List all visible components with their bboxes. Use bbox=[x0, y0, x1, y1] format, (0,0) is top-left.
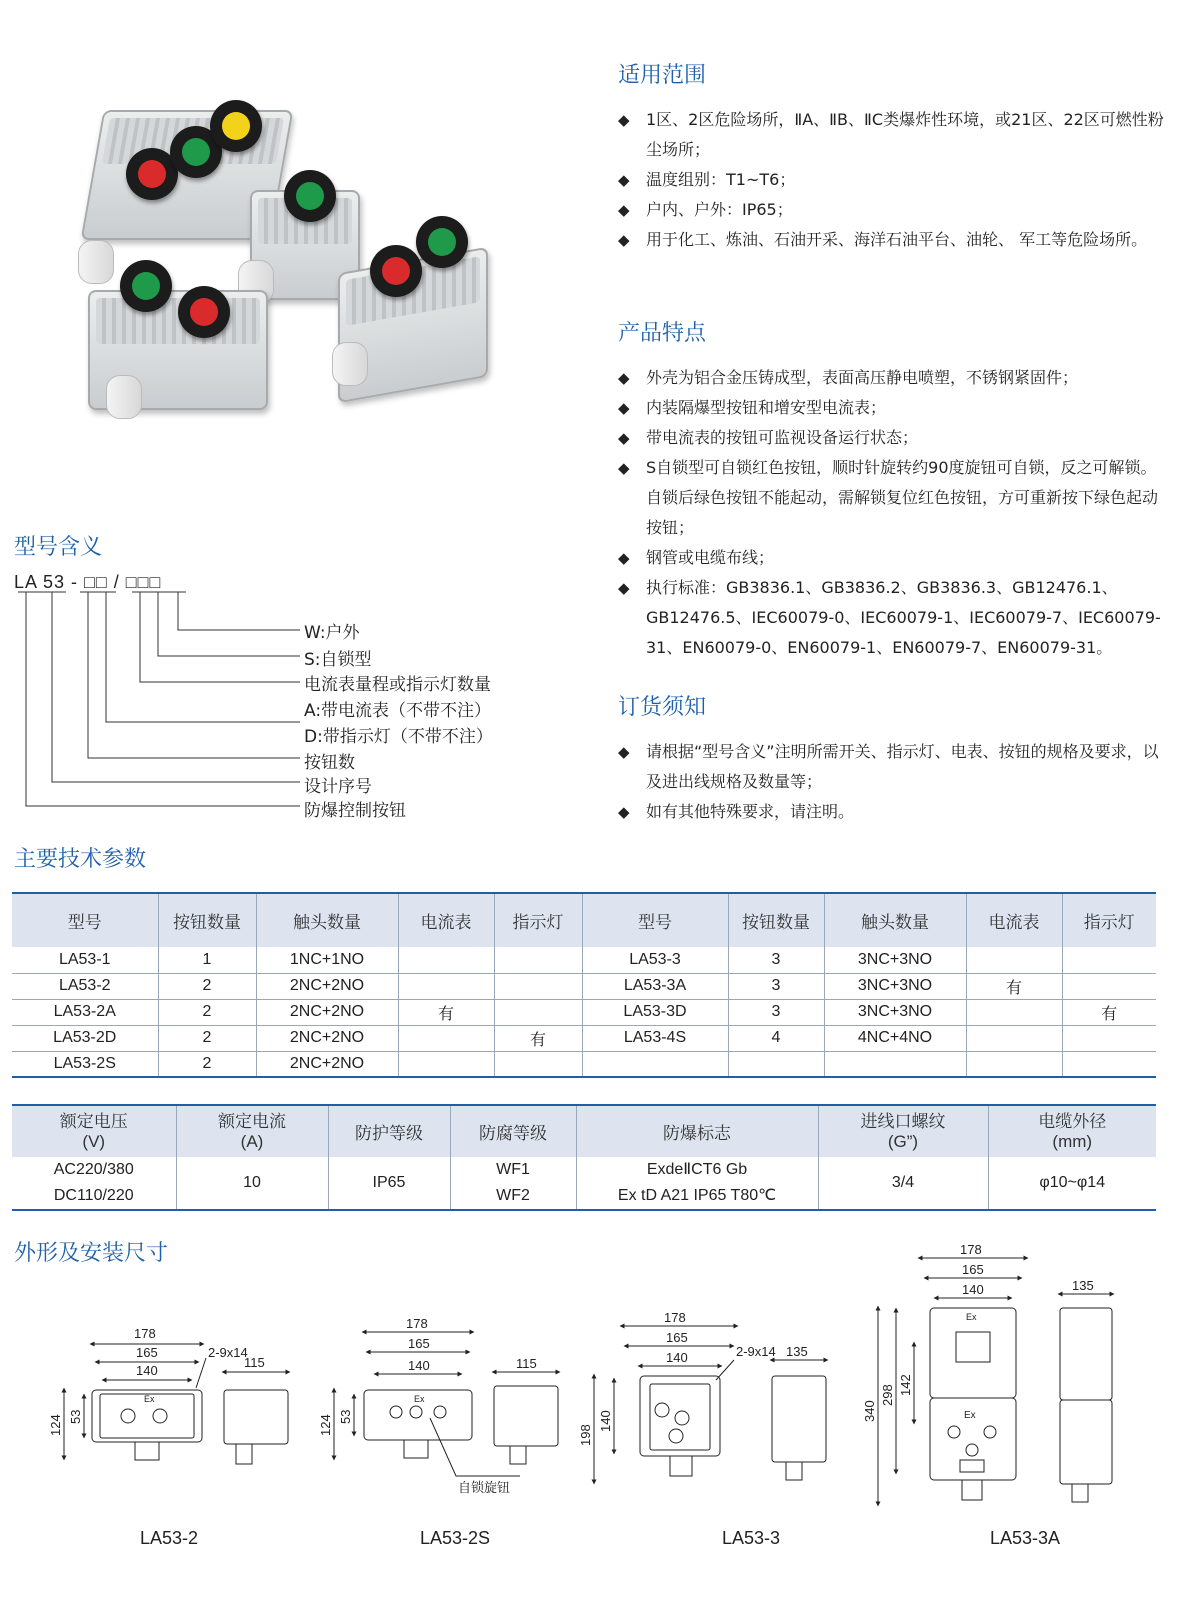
cell: 3NC+3NO bbox=[824, 947, 966, 973]
cell: 2NC+2NO bbox=[256, 973, 398, 999]
cell bbox=[1062, 1051, 1156, 1077]
col-header: 触头数量 bbox=[824, 893, 966, 947]
cell: 3 bbox=[728, 973, 824, 999]
cell: 3NC+3NO bbox=[824, 999, 966, 1025]
col-header bbox=[818, 1105, 988, 1157]
cell bbox=[988, 1157, 1156, 1210]
header-line: 防爆标志 bbox=[663, 1124, 731, 1144]
params-table-2 bbox=[12, 1104, 1156, 1211]
green-button bbox=[120, 260, 172, 312]
scope-title: 适用范围 bbox=[618, 63, 707, 88]
cell bbox=[398, 1051, 494, 1077]
col-header: 指示灯 bbox=[1062, 893, 1156, 947]
model-meaning-title: 型号含义 bbox=[14, 535, 103, 560]
cell: 3NC+3NO bbox=[824, 973, 966, 999]
header-line: 额定电压 bbox=[59, 1111, 128, 1132]
dimension-drawings bbox=[0, 1240, 1200, 1540]
cell: 有 bbox=[494, 1025, 582, 1051]
scope-item: ◆ 用于化工、炼油、石油开采、海洋石油平台、油轮、 军工等危险场所。 bbox=[618, 225, 1166, 255]
tech-params-title: 主要技术参数 bbox=[14, 847, 147, 872]
cell: LA53-4S bbox=[582, 1025, 728, 1051]
dim-label: 2-9x14 bbox=[736, 1344, 776, 1359]
col-header bbox=[328, 1105, 450, 1157]
col-header: 触头数量 bbox=[256, 893, 398, 947]
cell bbox=[576, 1157, 818, 1210]
table-row bbox=[12, 999, 1156, 1025]
dim-label: 140 bbox=[666, 1350, 688, 1365]
cell bbox=[1062, 973, 1156, 999]
table-row bbox=[12, 1025, 1156, 1051]
cell: 有 bbox=[966, 973, 1062, 999]
dim-label: 165 bbox=[666, 1330, 688, 1345]
feature-item: ◆ 执行标准：GB3836.1、GB3836.2、GB3836.3、GB12476.1、GB12476.5、IEC60079-0、IEC60079-1、IEC60079-7、IEC60079-31、EN60079-0、EN60079-1、EN60079-7、EN60079-31。 bbox=[618, 573, 1166, 663]
cell bbox=[818, 1157, 988, 1210]
cell: LA53-2S bbox=[12, 1051, 158, 1077]
red-button bbox=[370, 245, 422, 297]
cell bbox=[1062, 1025, 1156, 1051]
drawings-title: 外形及安装尺寸 bbox=[14, 1241, 169, 1266]
table-row bbox=[12, 947, 1156, 973]
cell: 2NC+2NO bbox=[256, 999, 398, 1025]
cell bbox=[728, 1051, 824, 1077]
model-code: LA 53 - □□ / □□□ bbox=[14, 572, 162, 592]
dim-label: 135 bbox=[1072, 1278, 1094, 1293]
cell-line: WF2 bbox=[496, 1187, 530, 1204]
legend-label: D:带指示灯（不带不注） bbox=[304, 727, 493, 747]
dim-label: 140 bbox=[408, 1358, 430, 1373]
cell bbox=[582, 1051, 728, 1077]
cell: 2 bbox=[158, 973, 256, 999]
dim-label: 124 bbox=[318, 1414, 333, 1436]
ordering-item: ◆ 如有其他特殊要求，请注明。 bbox=[618, 797, 1166, 827]
cell: 3 bbox=[728, 947, 824, 973]
feature-item: ◆ 外壳为铝合金压铸成型，表面高压静电喷塑，不锈钢紧固件； bbox=[618, 363, 1166, 393]
ordering-section bbox=[618, 690, 1166, 827]
cell-line: AC220/380 bbox=[53, 1161, 134, 1178]
dim-label: 165 bbox=[408, 1336, 430, 1351]
col-header: 电流表 bbox=[398, 893, 494, 947]
feature-item: ◆ 内装隔爆型按钮和增安型电流表； bbox=[618, 393, 1166, 423]
green-button bbox=[416, 216, 468, 268]
dim-label: 142 bbox=[898, 1374, 913, 1396]
cell: 3 bbox=[728, 999, 824, 1025]
header-unit: (mm) bbox=[1052, 1131, 1093, 1151]
dim-label: 2-9x14 bbox=[208, 1345, 248, 1360]
cell: 有 bbox=[1062, 999, 1156, 1025]
table-row bbox=[12, 1051, 1156, 1077]
table-row bbox=[12, 1157, 1156, 1210]
cell bbox=[450, 1157, 576, 1210]
feature-item: ◆ S自锁型可自锁红色按钮，顺时针旋转约90度旋钮可自锁，反之可解锁。自锁后绿色按钮不能起动，需解锁复位红色按钮，方可重新按下绿色起动按钮； bbox=[618, 453, 1166, 543]
cell-line: φ10~φ14 bbox=[1039, 1174, 1106, 1191]
dim-label: 165 bbox=[962, 1262, 984, 1277]
cell-line: DC110/220 bbox=[53, 1187, 134, 1204]
header-line: 额定电流 bbox=[218, 1111, 286, 1132]
cell bbox=[494, 947, 582, 973]
col-header bbox=[12, 1105, 176, 1157]
features-title: 产品特点 bbox=[618, 321, 707, 346]
cell: 2 bbox=[158, 1025, 256, 1051]
cell: 2 bbox=[158, 1051, 256, 1077]
ex-mark: Ex bbox=[964, 1410, 976, 1421]
cell-line: WF1 bbox=[496, 1161, 530, 1178]
cell: 2 bbox=[158, 999, 256, 1025]
green-button bbox=[284, 170, 336, 222]
cell: 1NC+1NO bbox=[256, 947, 398, 973]
dim-label: 198 bbox=[578, 1424, 593, 1446]
cell bbox=[398, 1025, 494, 1051]
drawing-name: LA53-2S bbox=[420, 1528, 491, 1548]
dim-label: 298 bbox=[880, 1384, 895, 1406]
col-header: 指示灯 bbox=[494, 893, 582, 947]
header-line: 进线口螺纹 bbox=[860, 1111, 946, 1132]
cell bbox=[12, 1157, 176, 1210]
dim-label: 165 bbox=[136, 1345, 158, 1360]
cell-line: 10 bbox=[243, 1174, 261, 1191]
drawing-name: LA53-3 bbox=[722, 1528, 781, 1548]
cell-line: ExdeⅡCT6 Gb bbox=[646, 1161, 748, 1178]
ordering-title: 订货须知 bbox=[618, 695, 707, 720]
cell bbox=[398, 947, 494, 973]
scope-item: ◆ 温度组别：T1~T6； bbox=[618, 165, 1166, 195]
col-header bbox=[176, 1105, 328, 1157]
cell bbox=[328, 1157, 450, 1210]
scope-item: ◆ 户内、户外：IP65； bbox=[618, 195, 1166, 225]
cell: 4 bbox=[728, 1025, 824, 1051]
legend-label: 电流表量程或指示灯数量 bbox=[304, 675, 491, 695]
dim-label: 53 bbox=[68, 1409, 83, 1424]
cell bbox=[966, 1051, 1062, 1077]
scope-section bbox=[618, 58, 1166, 255]
dim-label: 178 bbox=[664, 1310, 686, 1325]
col-header bbox=[988, 1105, 1156, 1157]
cell bbox=[494, 1051, 582, 1077]
col-header: 型号 bbox=[582, 893, 728, 947]
table-row bbox=[12, 973, 1156, 999]
col-header: 型号 bbox=[12, 893, 158, 947]
cell bbox=[966, 1025, 1062, 1051]
col-header bbox=[576, 1105, 818, 1157]
yellow-button bbox=[210, 100, 262, 152]
cell-line: 3/4 bbox=[891, 1174, 915, 1191]
cell: LA53-3D bbox=[582, 999, 728, 1025]
col-header: 电流表 bbox=[966, 893, 1062, 947]
features-section bbox=[618, 316, 1166, 663]
legend-label: S:自锁型 bbox=[304, 650, 372, 670]
cell bbox=[966, 999, 1062, 1025]
col-header bbox=[450, 1105, 576, 1157]
col-header: 按钮数量 bbox=[728, 893, 824, 947]
ex-mark: Ex bbox=[144, 1394, 155, 1404]
dim-label: 140 bbox=[962, 1282, 984, 1297]
dim-label: 178 bbox=[406, 1316, 428, 1331]
cell bbox=[176, 1157, 328, 1210]
dim-label: 140 bbox=[598, 1410, 613, 1432]
cell bbox=[966, 947, 1062, 973]
header-line: 防腐等级 bbox=[479, 1124, 547, 1144]
dim-label: 178 bbox=[134, 1326, 156, 1341]
feature-item: ◆ 带电流表的按钮可监视设备运行状态； bbox=[618, 423, 1166, 453]
header-unit: (V) bbox=[82, 1131, 106, 1151]
scope-item: ◆ 1区、2区危险场所，ⅡA、ⅡB、ⅡC类爆炸性环境，或21区、22区可燃性粉尘场所； bbox=[618, 105, 1166, 165]
dim-label: 124 bbox=[48, 1414, 63, 1436]
legend-label: 设计序号 bbox=[304, 777, 372, 797]
params-table-1 bbox=[12, 892, 1156, 1078]
cell: 有 bbox=[398, 999, 494, 1025]
header-line: 电缆外径 bbox=[1038, 1111, 1107, 1132]
cell: LA53-1 bbox=[12, 947, 158, 973]
cell: LA53-2 bbox=[12, 973, 158, 999]
header-unit: (A) bbox=[240, 1131, 264, 1151]
dim-label: 140 bbox=[136, 1363, 158, 1378]
drawing-name: LA53-2 bbox=[140, 1528, 199, 1548]
dim-label: 53 bbox=[338, 1409, 353, 1424]
cell: 2NC+2NO bbox=[256, 1025, 398, 1051]
ex-mark: Ex bbox=[966, 1312, 977, 1322]
cell: LA53-3 bbox=[582, 947, 728, 973]
dim-label: 115 bbox=[516, 1356, 537, 1371]
ordering-item: ◆ 请根据“型号含义”注明所需开关、指示灯、电表、按钮的规格及要求，以及进出线规格及数量等； bbox=[618, 737, 1166, 797]
cell bbox=[824, 1051, 966, 1077]
cell bbox=[494, 973, 582, 999]
cell bbox=[1062, 947, 1156, 973]
legend-label: 按钮数 bbox=[304, 753, 355, 773]
cell bbox=[494, 999, 582, 1025]
cell bbox=[398, 973, 494, 999]
legend-label: 防爆控制按钮 bbox=[304, 801, 406, 821]
dim-label: 135 bbox=[786, 1344, 808, 1359]
cell: 4NC+4NO bbox=[824, 1025, 966, 1051]
legend-label: A:带电流表（不带不注） bbox=[304, 701, 492, 721]
col-header: 按钮数量 bbox=[158, 893, 256, 947]
dim-label: 340 bbox=[862, 1400, 877, 1422]
cell: 1 bbox=[158, 947, 256, 973]
header-unit: (G”) bbox=[887, 1131, 919, 1151]
cell-line: Ex tD A21 IP65 T80℃ bbox=[617, 1187, 777, 1204]
ex-mark: Ex bbox=[414, 1394, 425, 1404]
drawing-name: LA53-3A bbox=[990, 1528, 1061, 1548]
red-button bbox=[178, 286, 230, 338]
cell: 2NC+2NO bbox=[256, 1051, 398, 1077]
model-legend-lines bbox=[0, 590, 320, 820]
lock-knob-label: 自锁旋钮 bbox=[458, 1480, 511, 1495]
legend-label: W:户外 bbox=[304, 623, 360, 643]
dim-label: 178 bbox=[960, 1242, 982, 1257]
cell: LA53-2A bbox=[12, 999, 158, 1025]
cell-line: IP65 bbox=[372, 1174, 406, 1191]
dim-label: 115 bbox=[244, 1355, 265, 1370]
header-line: 防护等级 bbox=[355, 1124, 423, 1144]
product-photo bbox=[70, 90, 530, 420]
cell: LA53-2D bbox=[12, 1025, 158, 1051]
feature-item: ◆ 钢管或电缆布线； bbox=[618, 543, 1166, 573]
cell: LA53-3A bbox=[582, 973, 728, 999]
